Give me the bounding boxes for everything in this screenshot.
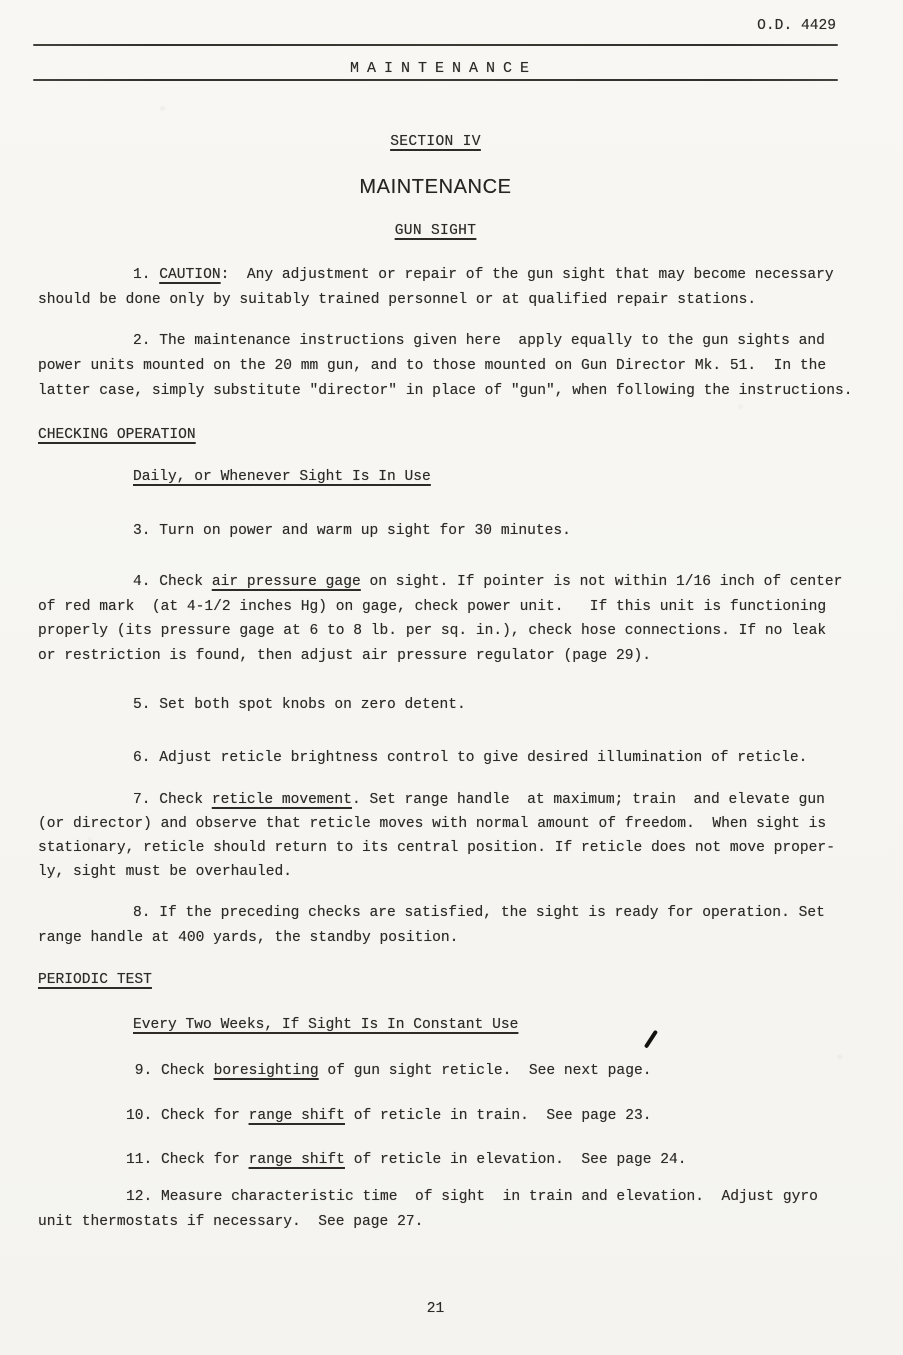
item10-range-shift-underlined: range shift [248,1108,345,1124]
header-rule-top [33,44,838,46]
text-line: power units mounted on the 20 mm gun, and to those mounted on Gun Director Mk. 51. In the [38,358,827,374]
text-line: unit thermostats if necessary. See page 27. [38,1214,424,1230]
paragraph-4 [38,570,850,668]
item10-lead: 10. Check for [126,1108,249,1124]
paragraph-1 [38,263,850,313]
item9-boresighting-underlined: boresighting [213,1063,319,1079]
text-line: 12. Measure characteristic time of sight in train and elevation. Adjust gyro [126,1189,818,1205]
text-line [38,788,850,812]
pen-mark [644,1030,658,1049]
p7-lead: 7. Check [133,792,212,808]
paragraph-8 [38,901,850,951]
heading-checking-operation-text: CHECKING OPERATION [38,427,196,443]
text-line [38,570,850,595]
paragraph-2 [38,329,853,404]
subheading-biweekly-text: Every Two Weeks, If Sight Is In Constant Use [133,1017,519,1033]
subheading-daily-text: Daily, or Whenever Sight Is In Use [133,469,431,485]
text-line: 2. The maintenance instructions given here apply equally to the gun sights and [133,333,825,349]
p1-caution-underlined: CAUTION [159,267,221,283]
item9-lead: 9. Check [126,1063,214,1079]
list-item-6: 6. Adjust reticle brightness control to give desired illumination of reticle. [133,750,808,766]
subheading-biweekly [133,1013,518,1038]
p7-text: . Set range handle at maximum; train and elevate gun [351,792,825,808]
text-line: ly, sight must be overhauled. [38,864,292,880]
p1-text: : Any adjustment or repair of the gun sight that may become necessary [220,267,834,283]
p4-air-pressure-gage-underlined: air pressure gage [211,574,361,590]
text-line: 8. If the preceding checks are satisfied, the sight is ready for operation. Set [133,905,825,921]
text-line: latter case, simply substitute "director" in place of "gun", when following the instructions. [38,383,853,399]
chapter-subtitle-text: GUN SIGHT [394,223,477,239]
subheading-daily [133,465,431,490]
running-header-title: MAINTENANCE [349,60,538,77]
text-line: stationary, reticle should return to its central position. If reticle does not move proper- [38,840,835,856]
list-item-5: 5. Set both spot knobs on zero detent. [133,697,466,713]
paragraph-12 [38,1185,850,1235]
page-number: 21 [426,1301,445,1317]
list-item-9 [126,1059,651,1084]
chapter-subtitle [33,219,838,244]
text-line: or restriction is found, then adjust air pressure regulator (page 29). [38,647,652,664]
document-number: O.D. 4429 [757,18,836,34]
item10-text: of reticle in train. See page 23. [344,1108,652,1124]
text-line: of red mark (at 4-1/2 inches Hg) on gage, check power unit. If this unit is functioning [38,598,827,615]
p4-lead: 4. Check [133,574,212,590]
p7-reticle-movement-underlined: reticle movement [211,792,352,808]
item11-range-shift-underlined: range shift [248,1152,345,1168]
item11-text: of reticle in elevation. See page 24. [344,1152,687,1168]
list-item-10 [126,1104,651,1129]
item9-text: of gun sight reticle. See next page. [318,1063,652,1079]
header-rule-bottom [33,79,838,81]
section-label [33,130,838,155]
item11-lead: 11. Check for [126,1152,249,1168]
text-line [38,263,850,288]
list-item-11 [126,1148,687,1173]
paragraph-7 [38,788,850,884]
section-label-text: SECTION IV [390,134,481,150]
heading-periodic-test [38,968,152,993]
p1-num: 1. [133,267,160,283]
text-line: properly (its pressure gage at 6 to 8 lb. per sq. in.), check hose connections. If no leak [38,623,827,639]
chapter-title: MAINTENANCE [359,176,512,198]
text-line: (or director) and observe that reticle moves with normal amount of freedom. When sight is [38,816,827,832]
heading-periodic-test-text: PERIODIC TEST [38,972,152,988]
heading-checking-operation [38,423,196,448]
p4-text: on sight. If pointer is not within 1/16 inch of center [360,574,843,590]
text-line: range handle at 400 yards, the standby position. [38,930,459,946]
text-line: should be done only by suitably trained personnel or at qualified repair stations. [38,292,757,308]
list-item-3: 3. Turn on power and warm up sight for 30 minutes. [133,523,571,539]
